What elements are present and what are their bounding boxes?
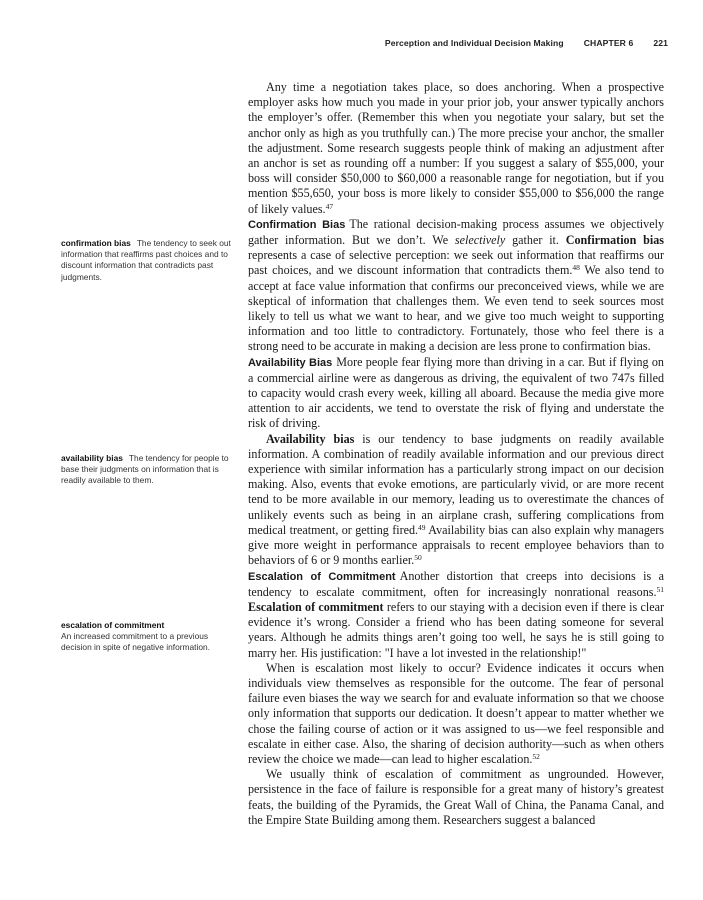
margin-term: confirmation bias <box>61 238 131 248</box>
key-term: Confirmation bias <box>565 233 665 248</box>
margin-definition: The tendency for people to base their judgments on information that is readily available to them. <box>61 453 229 486</box>
margin-definition-availability-bias <box>61 453 237 487</box>
endnote-ref: 48 <box>572 263 580 273</box>
availability-bias-section: Availability Bias More people fear flying more than driving in a car. But if flying on a commercial airline were as dangerous as driving, the equivalent of two 747s filled to capacity would crash every week, killing all aboard. Because the media give more attention to air accidents, we tend to overstate the risk of flying and understate the risk of driving. <box>248 354 664 431</box>
margin-definition: The tendency to seek out information that reaffirms past choices and to discount information that contradicts past judgments. <box>61 238 231 282</box>
endnote-ref: 52 <box>532 751 540 761</box>
anchoring-paragraph: Any time a negotiation takes place, so does anchoring. When a prospective employer asks how much you made in your prior job, your answer typically anchors the employer’s offer. (Remember this when you negotiate your salary, but set the anchor only as high as you truthfully can.) The more precise your anchor, the smaller the adjustment. Some research suggests people think of making an adjustment after an anchor is set as rounding off a number: If you suggest a salary of $55,000, your boss will consider $50,000 to $60,000 a reasonable range for negotiation, but if you mention $55,650, your boss is more likely to consider $55,000 to $56,000 the range of likely values.$^{47}$ <box>248 80 664 216</box>
chapter-label: CHAPTER 6 <box>583 38 634 48</box>
section-heading: Confirmation Bias <box>248 218 346 231</box>
section-heading: Availability Bias <box>248 356 333 369</box>
emphasis: selectively <box>454 233 506 248</box>
endnote-ref: 51 <box>656 584 664 594</box>
escalation-paragraph-2: When is escalation most likely to occur? Evidence indicates it occurs when individuals view themselves as responsible for the outcome. The fear of personal failure even biases the way we search for and evaluate information so that we choose only information that supports our dedication. It doesn’t appear to matter whether we chose the failing course of action or it was assigned to us—we feel responsible and escalate in either case. Also, the sharing of decision authority—such as when others review the choice we made—can lead to higher escalation.$^{52}$ <box>248 660 664 766</box>
page-number: 221 <box>653 38 668 48</box>
running-header <box>300 38 668 48</box>
section-heading: Escalation of Commitment <box>248 570 396 583</box>
margin-definition-escalation-of-commitment <box>61 620 237 654</box>
main-text-column <box>248 80 664 828</box>
availability-bias-paragraph: Availability bias is our tendency to base judgments on readily available information. A combination of readily available information and our previous direct experience with similar information has a particularly strong impact on our decision making. Also, events that evoke emotions, are particularly vivid, or are more recent tend to be more available in our memory, leading us to overestimate the chances of unlikely events such as being in an airplane crash, suffering complications from medical treatment, or getting fired.$^{49}$ Availability bias can also explain why managers give more weight in performance appraisals to recent employee behaviors than to behaviors of 6 or 9 months earlier.$^{50}$ <box>248 431 664 568</box>
escalation-paragraph-3: We usually think of escalation of commitment as ungrounded. However, persistence in the face of failure is responsible for a great many of history’s greatest feats, the building of the Pyramids, the Great Wall of China, the Panama Canal, and the Empire State Building among them. Researchers suggest a balanced <box>248 767 664 827</box>
margin-term: escalation of commitment <box>61 620 165 630</box>
margin-definition-confirmation-bias <box>61 238 237 283</box>
chapter-title: Perception and Individual Decision Making <box>384 38 564 48</box>
margin-definition: An increased commitment to a previous decision in spite of negative information. <box>61 631 210 653</box>
endnote-ref: 50 <box>414 553 422 563</box>
confirmation-bias-section: Confirmation Bias The rational decision-making process assumes we objectively gather information. But we don’t. We selectively gather it. Confirmation bias represents a case of selective perception: we seek out information that reaffirms our past choices, and we discount information that contradicts them.$^{48}$ We also tend to accept at face value information that confirms our preconceived views, while we are skeptical of information that challenges them. We even tend to seek sources most likely to tell us what we want to hear, and we give too much weight to supporting information and too little to contradictory. Fortunately, those who feel there is a strong need to be accurate in making a decision are less prone to confirmation bias. <box>248 216 665 354</box>
margin-term: availability bias <box>61 453 123 463</box>
key-term: Escalation of commitment <box>248 599 384 614</box>
endnote-ref: 49 <box>418 522 426 532</box>
escalation-section: Escalation of Commitment Another distortion that creeps into decisions is a tendency to escalate commitment, often for increasingly nonrational reasons.$^{51}$ Escalation of commitment refers to our staying with a decision even if there is clear evidence it’s wrong. Consider a friend who has been dating someone for several years. Although he admits things aren’t going too well, he says he is still going to marry her. His justification: "I have a lot invested in the relationship!" <box>248 568 664 660</box>
key-term: Availability bias <box>266 431 355 446</box>
endnote-ref: 47 <box>325 201 334 211</box>
